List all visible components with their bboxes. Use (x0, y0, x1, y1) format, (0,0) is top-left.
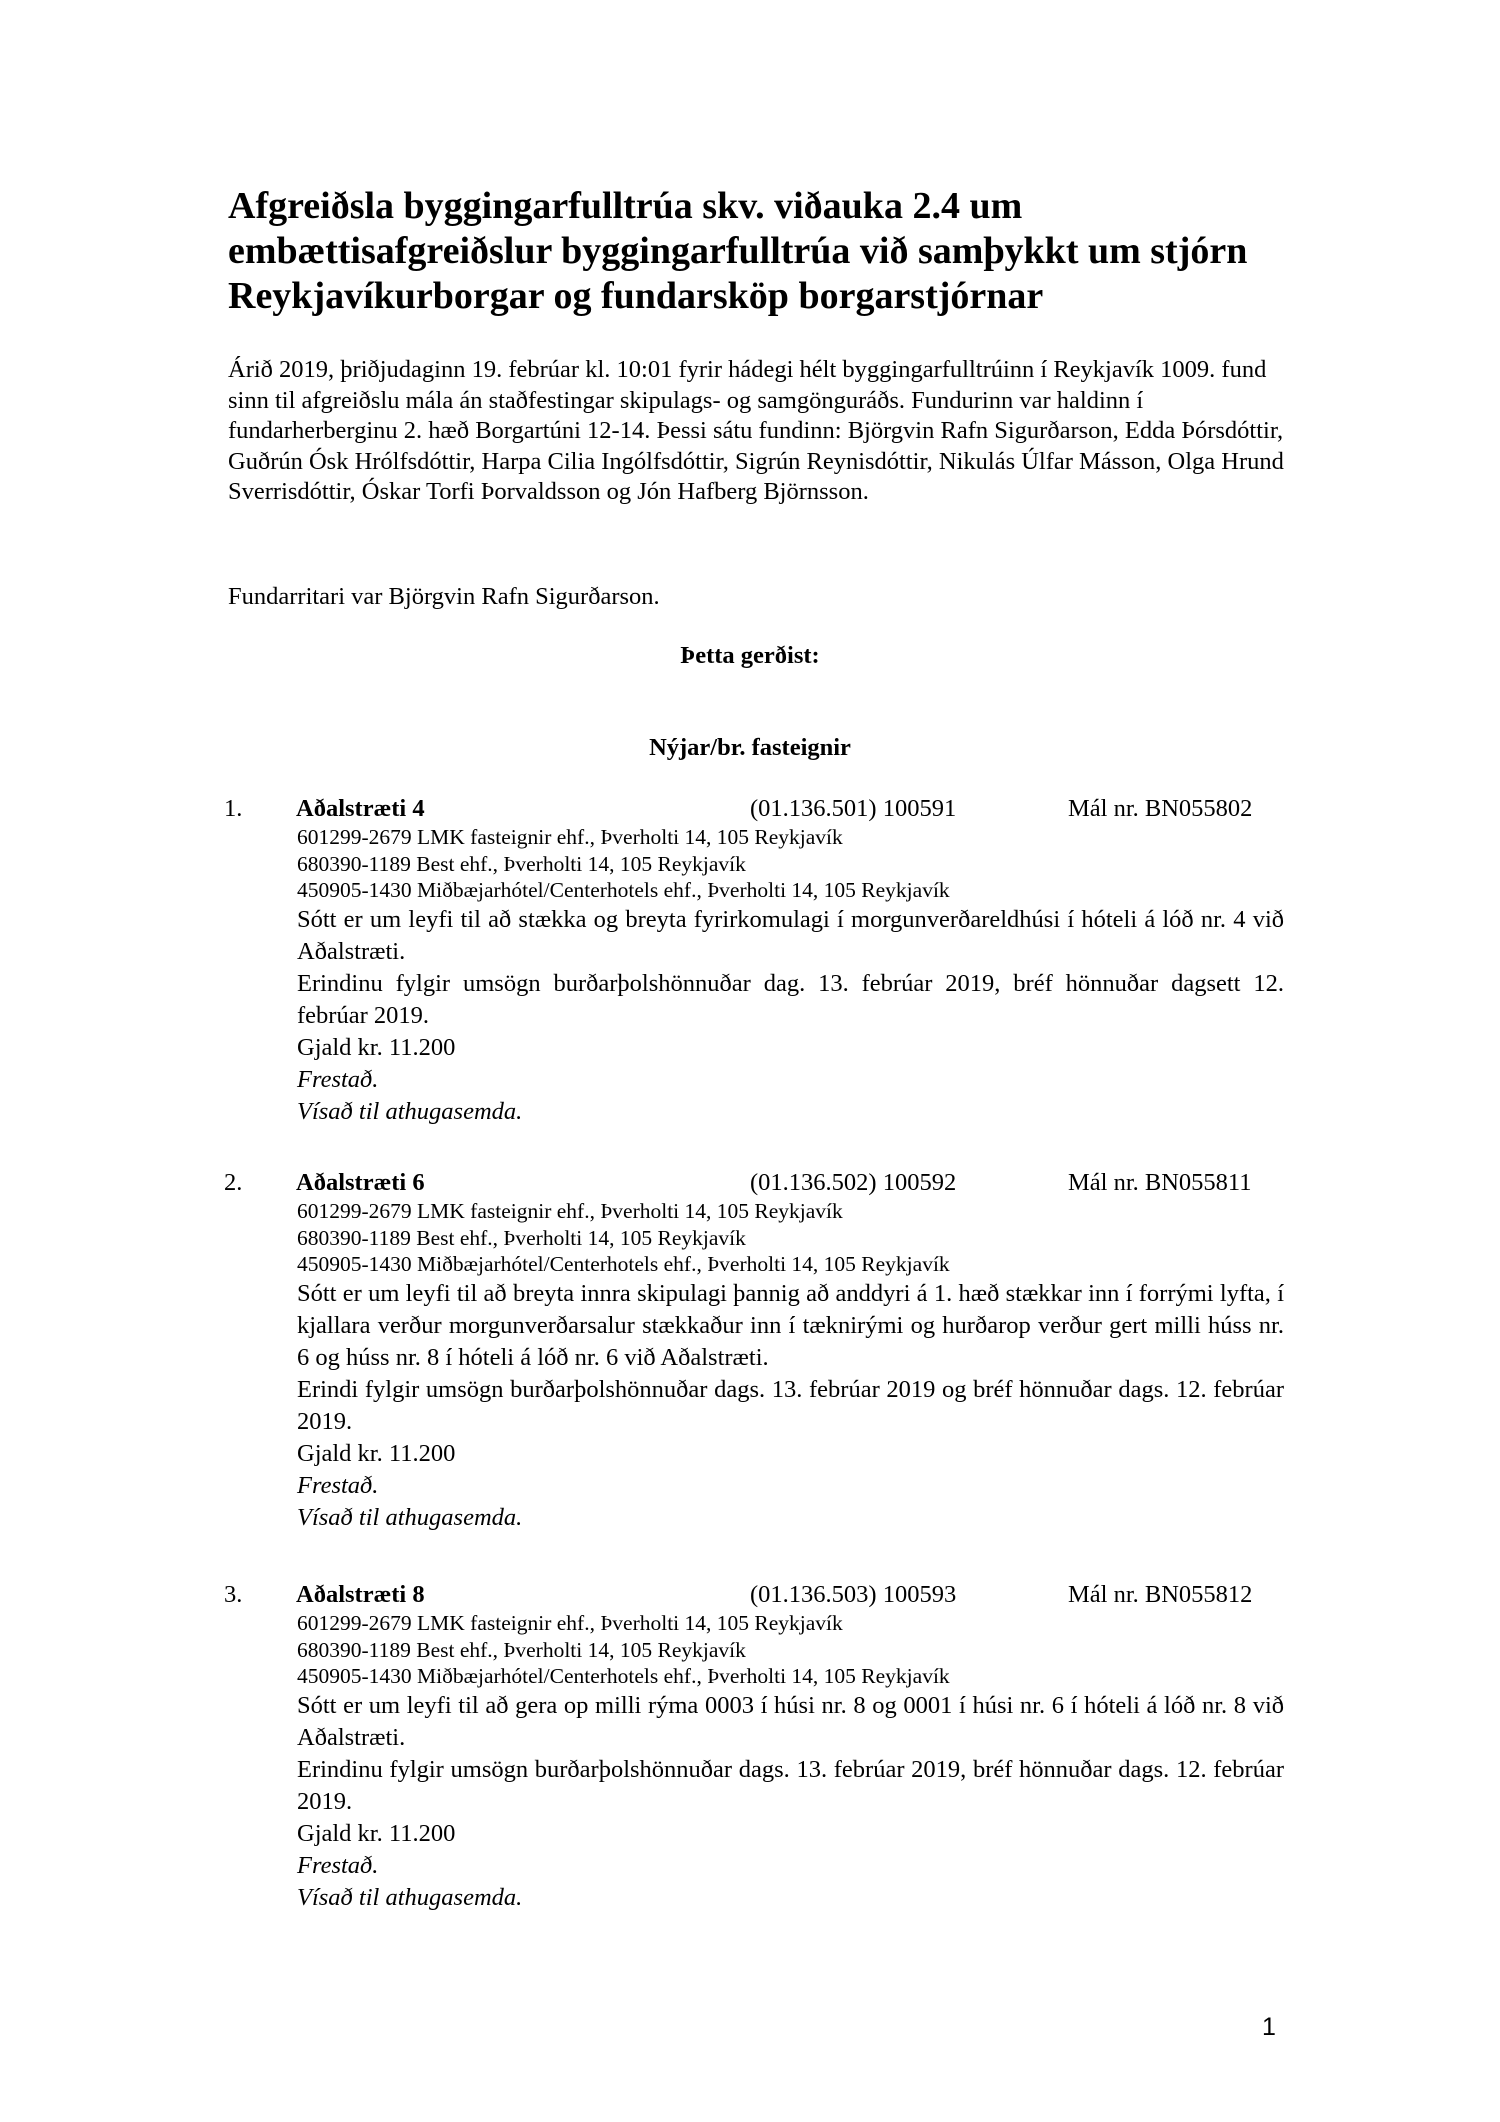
case-body (297, 1610, 1284, 1914)
case-owner: 680390-1189 Best ehf., Þverholti 14, 105 Reykjavík (297, 851, 746, 876)
case-owner: 601299-2679 LMK fasteignir ehf., Þverholti 14, 105 Reykjavík (297, 1611, 843, 1635)
case-application: Sótt er um leyfi til að breyta innra skipulagi þannig að anddyri á 1. hæð stækkar inn í forrými lyfta, í kjallara verður morgunverðarsalur stækkaður inn í tæknirými og hurðarop verður gert milli húss nr. 6 og húss nr. 8 í hóteli á lóð nr. 6 við Aðalstræti. (297, 1279, 1284, 1371)
case-fee: Gjald kr. 11.200 (297, 1033, 456, 1061)
case-application: Sótt er um leyfi til að gera op milli rýma 0003 í húsi nr. 8 og 0001 í húsi nr. 6 í hóteli á lóð nr. 8 við Aðalstræti. (297, 1691, 1284, 1751)
case-referral: Vísað til athugasemda. (297, 1503, 523, 1531)
case-owner: 450905-1430 Miðbæjarhótel/Centerhotels ehf., Þverholti 14, 105 Reykjavík (297, 878, 950, 902)
case-body (297, 824, 1284, 1128)
case-reference: (01.136.501) 100591 (750, 795, 957, 822)
case-decision: Frestað. (297, 1471, 379, 1499)
case-owner: 450905-1430 Miðbæjarhótel/Centerhotels ehf., Þverholti 14, 105 Reykjavík (297, 1664, 950, 1688)
case-address: Aðalstræti 6 (296, 1169, 425, 1196)
case-item (224, 1168, 1284, 1534)
case-fee: Gjald kr. 11.200 (297, 1819, 456, 1847)
meeting-recorder: Fundarritari var Björgvin Rafn Sigurðarson. (228, 583, 660, 610)
case-owner: 450905-1430 Miðbæjarhótel/Centerhotels ehf., Þverholti 14, 105 Reykjavík (297, 1252, 950, 1276)
case-decision: Frestað. (297, 1065, 379, 1093)
case-body (297, 1198, 1284, 1534)
section-heading-properties: Nýjar/br. fasteignir (649, 734, 851, 761)
case-application: Sótt er um leyfi til að stækka og breyta fyrirkomulagi í morgunverðareldhúsi í hóteli á lóð nr. 4 við Aðalstræti. (297, 905, 1284, 965)
case-header (224, 1580, 1284, 1610)
case-attachments: Erindinu fylgir umsögn burðarþolshönnuðar dags. 13. febrúar 2019, bréf hönnuðar dags. 12. febrúar 2019. (297, 1755, 1284, 1815)
case-owner: 680390-1189 Best ehf., Þverholti 14, 105 Reykjavík (297, 1637, 746, 1662)
case-number-id: Mál nr. BN055802 (1068, 795, 1253, 822)
case-number: 3. (224, 1581, 243, 1608)
page-number: 1 (1262, 2013, 1276, 2041)
case-attachments: Erindinu fylgir umsögn burðarþolshönnuðar dag. 13. febrúar 2019, bréf hönnuðar dagsett 12. febrúar 2019. (297, 969, 1284, 1029)
case-number: 2. (224, 1169, 243, 1196)
case-item (224, 794, 1284, 1128)
meeting-intro (228, 355, 1288, 508)
case-reference: (01.136.503) 100593 (750, 1581, 957, 1608)
case-header (224, 1168, 1284, 1198)
case-number-id: Mál nr. BN055812 (1068, 1581, 1253, 1608)
case-number-id: Mál nr. BN055811 (1068, 1169, 1252, 1196)
case-reference: (01.136.502) 100592 (750, 1169, 957, 1196)
document-title: Afgreiðsla byggingarfulltrúa skv. viðauka 2.4 um embættisafgreiðslur byggingarfulltrúa við samþykkt um stjórn Reykjavíkurborgar og fundarsköp borgarstjórnar (228, 185, 1248, 317)
case-item (224, 1580, 1284, 1914)
section-heading-happened: Þetta gerðist: (680, 642, 820, 669)
intro-paragraph: Árið 2019, þriðjudaginn 19. febrúar kl. 10:01 fyrir hádegi hélt byggingarfulltrúinn í Reykjavík 1009. fund sinn til afgreiðslu mála án staðfestingar skipulags- og samgönguráðs. Fundurinn var haldinn í fundarherberginu 2. hæð Borgartúni 12-14. Þessi sátu fundinn: Björgvin Rafn Sigurðarson, Edda Þórsdóttir, Guðrún Ósk Hrólfsdóttir, Harpa Cilia Ingólfsdóttir, Sigrún Reynisdóttir, Nikulás Úlfar Másson, Olga Hrund Sverrisdóttir, Óskar Torfi Þorvaldsson og Jón Hafberg Björnsson. (228, 356, 1284, 505)
case-number: 1. (224, 795, 243, 822)
case-attachments: Erindi fylgir umsögn burðarþolshönnuðar dags. 13. febrúar 2019 og bréf hönnuðar dags. 12. febrúar 2019. (297, 1375, 1284, 1435)
case-address: Aðalstræti 8 (296, 1581, 425, 1608)
case-header (224, 794, 1284, 824)
case-owner: 680390-1189 Best ehf., Þverholti 14, 105 Reykjavík (297, 1225, 746, 1250)
case-referral: Vísað til athugasemda. (297, 1097, 523, 1125)
case-owner: 601299-2679 LMK fasteignir ehf., Þverholti 14, 105 Reykjavík (297, 1199, 843, 1223)
case-address: Aðalstræti 4 (296, 795, 425, 822)
case-owner: 601299-2679 LMK fasteignir ehf., Þverholti 14, 105 Reykjavík (297, 825, 843, 849)
case-decision: Frestað. (297, 1851, 379, 1879)
case-referral: Vísað til athugasemda. (297, 1883, 523, 1911)
case-fee: Gjald kr. 11.200 (297, 1439, 456, 1467)
